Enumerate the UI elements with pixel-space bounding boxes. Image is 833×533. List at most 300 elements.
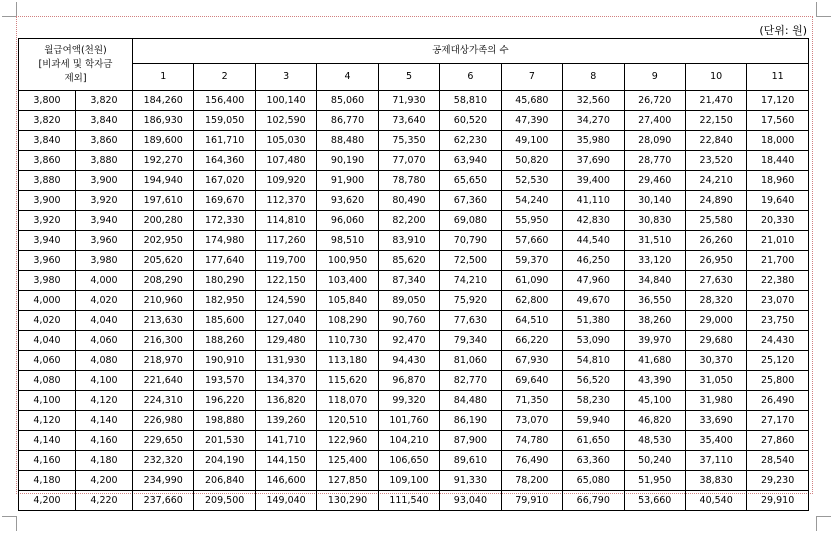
- tax-amount-cell: 23,520: [685, 151, 746, 171]
- tax-amount-cell: 62,800: [501, 291, 562, 311]
- tax-amount-cell: 38,260: [624, 311, 685, 331]
- salary-from-cell: 4,140: [19, 431, 76, 451]
- table-row: [19, 111, 809, 131]
- tax-amount-cell: 64,510: [501, 311, 562, 331]
- salary-from-cell: 4,160: [19, 451, 76, 471]
- table-row: [19, 171, 809, 191]
- tax-amount-cell: 25,800: [747, 371, 809, 391]
- tax-amount-cell: 17,120: [747, 91, 809, 111]
- tax-amount-cell: 92,470: [378, 331, 439, 351]
- tax-amount-cell: 37,110: [685, 451, 746, 471]
- tax-amount-cell: 114,810: [255, 211, 316, 231]
- tax-amount-cell: 83,910: [378, 231, 439, 251]
- tax-amount-cell: 73,640: [378, 111, 439, 131]
- tax-amount-cell: 24,890: [685, 191, 746, 211]
- tax-amount-cell: 39,970: [624, 331, 685, 351]
- salary-to-cell: 3,900: [76, 171, 133, 191]
- tax-amount-cell: 23,070: [747, 291, 809, 311]
- tax-amount-cell: 129,480: [255, 331, 316, 351]
- tax-amount-cell: 89,610: [440, 451, 501, 471]
- salary-from-cell: 4,100: [19, 391, 76, 411]
- tax-amount-cell: 164,360: [194, 151, 255, 171]
- salary-from-cell: 3,880: [19, 171, 76, 191]
- salary-range-header: [19, 39, 133, 91]
- salary-to-cell: 3,940: [76, 211, 133, 231]
- salary-to-cell: 3,840: [76, 111, 133, 131]
- tax-amount-cell: 63,940: [440, 151, 501, 171]
- tax-amount-cell: 82,200: [378, 211, 439, 231]
- tax-amount-cell: 218,970: [133, 351, 194, 371]
- tax-amount-cell: 205,620: [133, 251, 194, 271]
- tax-amount-cell: 232,320: [133, 451, 194, 471]
- tax-amount-cell: 66,220: [501, 331, 562, 351]
- tax-amount-cell: 58,810: [440, 91, 501, 111]
- tax-amount-cell: 184,260: [133, 91, 194, 111]
- tax-amount-cell: 28,770: [624, 151, 685, 171]
- table-row: [19, 211, 809, 231]
- tax-amount-cell: 105,030: [255, 131, 316, 151]
- tax-amount-cell: 47,390: [501, 111, 562, 131]
- tax-amount-cell: 131,930: [255, 351, 316, 371]
- tax-amount-cell: 33,690: [685, 411, 746, 431]
- crop-mark-top-left: [2, 2, 17, 17]
- table-row: [19, 331, 809, 351]
- tax-amount-cell: 146,600: [255, 471, 316, 491]
- table-row: [19, 371, 809, 391]
- tax-amount-cell: 76,490: [501, 451, 562, 471]
- tax-amount-cell: 149,040: [255, 491, 316, 511]
- tax-amount-cell: 63,360: [563, 451, 624, 471]
- tax-amount-cell: 18,000: [747, 131, 809, 151]
- family-count-header: 8: [563, 64, 624, 91]
- tax-amount-cell: 113,180: [317, 351, 378, 371]
- tax-amount-cell: 28,320: [685, 291, 746, 311]
- tax-amount-cell: 29,910: [747, 491, 809, 511]
- tax-amount-cell: 51,950: [624, 471, 685, 491]
- tax-amount-cell: 141,710: [255, 431, 316, 451]
- tax-amount-cell: 49,100: [501, 131, 562, 151]
- tax-amount-cell: 108,290: [317, 311, 378, 331]
- tax-amount-cell: 127,850: [317, 471, 378, 491]
- tax-amount-cell: 31,050: [685, 371, 746, 391]
- salary-header-line1: 월급여액(천원): [44, 44, 107, 56]
- tax-amount-cell: 50,820: [501, 151, 562, 171]
- tax-amount-cell: 96,060: [317, 211, 378, 231]
- tax-amount-cell: 31,980: [685, 391, 746, 411]
- tax-amount-cell: 98,510: [317, 231, 378, 251]
- tax-amount-cell: 84,480: [440, 391, 501, 411]
- tax-amount-cell: 53,090: [563, 331, 624, 351]
- salary-from-cell: 3,940: [19, 231, 76, 251]
- tax-amount-cell: 27,400: [624, 111, 685, 131]
- salary-to-cell: 4,000: [76, 271, 133, 291]
- tax-amount-cell: 96,870: [378, 371, 439, 391]
- tax-amount-cell: 22,150: [685, 111, 746, 131]
- tax-amount-cell: 79,340: [440, 331, 501, 351]
- tax-amount-cell: 86,770: [317, 111, 378, 131]
- unit-label: (단위: 원): [759, 24, 807, 37]
- tax-amount-cell: 169,670: [194, 191, 255, 211]
- table-row: [19, 251, 809, 271]
- tax-amount-cell: 78,200: [501, 471, 562, 491]
- tax-amount-cell: 189,600: [133, 131, 194, 151]
- tax-amount-cell: 48,530: [624, 431, 685, 451]
- tax-amount-cell: 118,070: [317, 391, 378, 411]
- salary-from-cell: 3,800: [19, 91, 76, 111]
- tax-amount-cell: 38,830: [685, 471, 746, 491]
- tax-amount-cell: 90,760: [378, 311, 439, 331]
- salary-from-cell: 3,840: [19, 131, 76, 151]
- tax-amount-cell: 29,460: [624, 171, 685, 191]
- tax-amount-cell: 36,550: [624, 291, 685, 311]
- tax-amount-cell: 122,150: [255, 271, 316, 291]
- salary-from-cell: 3,920: [19, 211, 76, 231]
- salary-from-cell: 3,960: [19, 251, 76, 271]
- tax-amount-cell: 75,350: [378, 131, 439, 151]
- tax-amount-cell: 40,540: [685, 491, 746, 511]
- tax-amount-cell: 31,510: [624, 231, 685, 251]
- tax-amount-cell: 85,060: [317, 91, 378, 111]
- tax-amount-cell: 88,480: [317, 131, 378, 151]
- tax-amount-cell: 156,400: [194, 91, 255, 111]
- tax-amount-cell: 99,320: [378, 391, 439, 411]
- crop-mark-bottom-right: [816, 516, 831, 531]
- salary-to-cell: 4,080: [76, 351, 133, 371]
- tax-amount-cell: 172,330: [194, 211, 255, 231]
- tax-amount-cell: 91,330: [440, 471, 501, 491]
- tax-amount-cell: 229,650: [133, 431, 194, 451]
- tax-amount-cell: 130,290: [317, 491, 378, 511]
- tax-amount-cell: 201,530: [194, 431, 255, 451]
- tax-amount-cell: 52,530: [501, 171, 562, 191]
- tax-amount-cell: 29,680: [685, 331, 746, 351]
- tax-amount-cell: 87,900: [440, 431, 501, 451]
- tax-amount-cell: 25,120: [747, 351, 809, 371]
- tax-amount-cell: 27,630: [685, 271, 746, 291]
- tax-amount-cell: 237,660: [133, 491, 194, 511]
- tax-amount-cell: 62,230: [440, 131, 501, 151]
- crop-mark-bottom-left: [2, 516, 17, 531]
- tax-amount-cell: 57,660: [501, 231, 562, 251]
- tax-amount-cell: 81,060: [440, 351, 501, 371]
- salary-from-cell: 3,860: [19, 151, 76, 171]
- tax-amount-cell: 100,140: [255, 91, 316, 111]
- table-row: [19, 231, 809, 251]
- tax-amount-cell: 213,630: [133, 311, 194, 331]
- tax-amount-cell: 49,670: [563, 291, 624, 311]
- tax-amount-cell: 93,620: [317, 191, 378, 211]
- tax-amount-cell: 94,430: [378, 351, 439, 371]
- table-row: [19, 91, 809, 111]
- tax-amount-cell: 117,260: [255, 231, 316, 251]
- salary-from-cell: 3,980: [19, 271, 76, 291]
- salary-from-cell: 4,180: [19, 471, 76, 491]
- tax-amount-cell: 210,960: [133, 291, 194, 311]
- tax-amount-cell: 54,810: [563, 351, 624, 371]
- tax-amount-cell: 59,940: [563, 411, 624, 431]
- tax-amount-cell: 19,640: [747, 191, 809, 211]
- salary-to-cell: 3,860: [76, 131, 133, 151]
- table-row: [19, 431, 809, 451]
- tax-amount-cell: 71,930: [378, 91, 439, 111]
- salary-to-cell: 4,060: [76, 331, 133, 351]
- tax-amount-cell: 110,730: [317, 331, 378, 351]
- tax-amount-cell: 206,840: [194, 471, 255, 491]
- tax-amount-cell: 159,050: [194, 111, 255, 131]
- tax-amount-cell: 216,300: [133, 331, 194, 351]
- salary-to-cell: 4,100: [76, 371, 133, 391]
- tax-amount-cell: 30,830: [624, 211, 685, 231]
- tax-amount-cell: 53,660: [624, 491, 685, 511]
- tax-amount-cell: 30,370: [685, 351, 746, 371]
- tax-amount-cell: 60,520: [440, 111, 501, 131]
- tax-amount-cell: 45,680: [501, 91, 562, 111]
- salary-to-cell: 3,880: [76, 151, 133, 171]
- tax-amount-cell: 91,900: [317, 171, 378, 191]
- tax-amount-cell: 21,470: [685, 91, 746, 111]
- salary-to-cell: 4,220: [76, 491, 133, 511]
- salary-from-cell: 3,820: [19, 111, 76, 131]
- family-count-header: 3: [255, 64, 316, 91]
- tax-amount-cell: 82,770: [440, 371, 501, 391]
- tax-amount-cell: 104,210: [378, 431, 439, 451]
- tax-amount-cell: 77,070: [378, 151, 439, 171]
- tax-amount-cell: 65,080: [563, 471, 624, 491]
- tax-amount-cell: 54,240: [501, 191, 562, 211]
- tax-amount-cell: 161,710: [194, 131, 255, 151]
- tax-amount-cell: 20,330: [747, 211, 809, 231]
- tax-amount-cell: 85,620: [378, 251, 439, 271]
- salary-from-cell: 3,900: [19, 191, 76, 211]
- tax-amount-cell: 198,880: [194, 411, 255, 431]
- family-count-header: 1: [133, 64, 194, 91]
- salary-from-cell: 4,000: [19, 291, 76, 311]
- tax-amount-cell: 194,940: [133, 171, 194, 191]
- tax-amount-cell: 26,950: [685, 251, 746, 271]
- tax-amount-cell: 29,000: [685, 311, 746, 331]
- salary-to-cell: 4,140: [76, 411, 133, 431]
- tax-amount-cell: 89,050: [378, 291, 439, 311]
- salary-header-line3: 제외]: [64, 72, 87, 84]
- tax-amount-cell: 46,820: [624, 411, 685, 431]
- tax-amount-cell: 51,380: [563, 311, 624, 331]
- tax-amount-cell: 100,950: [317, 251, 378, 271]
- salary-to-cell: 4,020: [76, 291, 133, 311]
- tax-amount-cell: 61,650: [563, 431, 624, 451]
- tax-amount-cell: 105,840: [317, 291, 378, 311]
- family-count-header: 11: [747, 64, 809, 91]
- tax-amount-cell: 46,250: [563, 251, 624, 271]
- tax-amount-cell: 66,790: [563, 491, 624, 511]
- tax-amount-cell: 73,070: [501, 411, 562, 431]
- tax-amount-cell: 127,040: [255, 311, 316, 331]
- tax-amount-cell: 101,760: [378, 411, 439, 431]
- tax-amount-cell: 18,440: [747, 151, 809, 171]
- salary-from-cell: 4,080: [19, 371, 76, 391]
- tax-amount-cell: 111,540: [378, 491, 439, 511]
- tax-amount-cell: 34,270: [563, 111, 624, 131]
- tax-amount-cell: 221,640: [133, 371, 194, 391]
- tax-amount-cell: 177,640: [194, 251, 255, 271]
- table-row: [19, 491, 809, 511]
- tax-amount-cell: 192,270: [133, 151, 194, 171]
- salary-to-cell: 4,040: [76, 311, 133, 331]
- salary-to-cell: 3,980: [76, 251, 133, 271]
- tax-amount-cell: 119,700: [255, 251, 316, 271]
- tax-amount-cell: 87,340: [378, 271, 439, 291]
- family-count-header-row: [19, 64, 809, 91]
- salary-from-cell: 4,040: [19, 331, 76, 351]
- crop-mark-top-right: [816, 2, 831, 17]
- tax-amount-cell: 24,210: [685, 171, 746, 191]
- tax-amount-cell: 107,480: [255, 151, 316, 171]
- salary-to-cell: 4,120: [76, 391, 133, 411]
- tax-amount-cell: 196,220: [194, 391, 255, 411]
- tax-amount-cell: 56,520: [563, 371, 624, 391]
- tax-amount-cell: 103,400: [317, 271, 378, 291]
- tax-amount-cell: 34,840: [624, 271, 685, 291]
- tax-amount-cell: 26,720: [624, 91, 685, 111]
- tax-amount-cell: 35,980: [563, 131, 624, 151]
- tax-amount-cell: 167,020: [194, 171, 255, 191]
- family-count-group-header: 공제대상가족의 수: [133, 39, 809, 64]
- tax-amount-cell: 41,110: [563, 191, 624, 211]
- tax-amount-cell: 28,090: [624, 131, 685, 151]
- salary-from-cell: 4,020: [19, 311, 76, 331]
- salary-to-cell: 3,920: [76, 191, 133, 211]
- tax-amount-cell: 33,120: [624, 251, 685, 271]
- tax-amount-cell: 78,780: [378, 171, 439, 191]
- tax-amount-cell: 43,390: [624, 371, 685, 391]
- tax-amount-cell: 185,600: [194, 311, 255, 331]
- table-row: [19, 191, 809, 211]
- tax-amount-cell: 21,700: [747, 251, 809, 271]
- tax-amount-cell: 72,500: [440, 251, 501, 271]
- tax-amount-cell: 75,920: [440, 291, 501, 311]
- salary-header-line2: [비과세 및 학자금: [38, 58, 113, 70]
- tax-amount-cell: 112,370: [255, 191, 316, 211]
- tax-amount-cell: 27,170: [747, 411, 809, 431]
- salary-from-cell: 4,060: [19, 351, 76, 371]
- tax-amount-cell: 115,620: [317, 371, 378, 391]
- family-count-header: 9: [624, 64, 685, 91]
- tax-amount-cell: 182,950: [194, 291, 255, 311]
- family-count-header: 4: [317, 64, 378, 91]
- tax-amount-cell: 26,260: [685, 231, 746, 251]
- tax-amount-cell: 77,630: [440, 311, 501, 331]
- tax-amount-cell: 136,820: [255, 391, 316, 411]
- tax-amount-cell: 202,950: [133, 231, 194, 251]
- family-count-header: 6: [440, 64, 501, 91]
- tax-amount-cell: 197,610: [133, 191, 194, 211]
- tax-amount-cell: 27,860: [747, 431, 809, 451]
- tax-amount-cell: 32,560: [563, 91, 624, 111]
- tax-amount-cell: 39,400: [563, 171, 624, 191]
- tax-amount-cell: 45,100: [624, 391, 685, 411]
- tax-amount-cell: 134,370: [255, 371, 316, 391]
- tax-amount-cell: 204,190: [194, 451, 255, 471]
- tax-amount-cell: 22,380: [747, 271, 809, 291]
- tax-amount-cell: 174,980: [194, 231, 255, 251]
- tax-amount-cell: 26,490: [747, 391, 809, 411]
- tax-amount-cell: 21,010: [747, 231, 809, 251]
- salary-to-cell: 4,180: [76, 451, 133, 471]
- table-row: [19, 311, 809, 331]
- tax-amount-cell: 186,930: [133, 111, 194, 131]
- tax-amount-cell: 93,040: [440, 491, 501, 511]
- table-row: [19, 351, 809, 371]
- tax-amount-cell: 22,840: [685, 131, 746, 151]
- salary-to-cell: 4,160: [76, 431, 133, 451]
- tax-amount-cell: 18,960: [747, 171, 809, 191]
- salary-to-cell: 3,820: [76, 91, 133, 111]
- tax-amount-cell: 226,980: [133, 411, 194, 431]
- table-row: [19, 451, 809, 471]
- tax-amount-cell: 234,990: [133, 471, 194, 491]
- tax-amount-cell: 70,790: [440, 231, 501, 251]
- tax-amount-cell: 125,400: [317, 451, 378, 471]
- tax-amount-cell: 29,230: [747, 471, 809, 491]
- tax-amount-cell: 80,490: [378, 191, 439, 211]
- tax-amount-cell: 61,090: [501, 271, 562, 291]
- salary-to-cell: 3,960: [76, 231, 133, 251]
- tax-amount-cell: 208,290: [133, 271, 194, 291]
- tax-amount-cell: 55,950: [501, 211, 562, 231]
- tax-amount-cell: 28,540: [747, 451, 809, 471]
- tax-amount-cell: 25,580: [685, 211, 746, 231]
- tax-amount-cell: 90,190: [317, 151, 378, 171]
- tax-amount-cell: 74,210: [440, 271, 501, 291]
- tax-amount-cell: 86,190: [440, 411, 501, 431]
- tax-amount-cell: 59,370: [501, 251, 562, 271]
- tax-amount-cell: 65,650: [440, 171, 501, 191]
- tax-amount-cell: 41,680: [624, 351, 685, 371]
- tax-amount-cell: 58,230: [563, 391, 624, 411]
- salary-from-cell: 4,200: [19, 491, 76, 511]
- tax-amount-cell: 37,690: [563, 151, 624, 171]
- tax-amount-cell: 102,590: [255, 111, 316, 131]
- table-row: [19, 131, 809, 151]
- tax-amount-cell: 124,590: [255, 291, 316, 311]
- table-row: [19, 291, 809, 311]
- salary-to-cell: 4,200: [76, 471, 133, 491]
- tax-amount-cell: 193,570: [194, 371, 255, 391]
- tax-amount-cell: 42,830: [563, 211, 624, 231]
- table-row: [19, 411, 809, 431]
- tax-amount-cell: 47,960: [563, 271, 624, 291]
- tax-amount-cell: 139,260: [255, 411, 316, 431]
- tax-amount-cell: 69,080: [440, 211, 501, 231]
- tax-amount-cell: 71,350: [501, 391, 562, 411]
- tax-amount-cell: 24,430: [747, 331, 809, 351]
- tax-amount-cell: 180,290: [194, 271, 255, 291]
- tax-amount-cell: 106,650: [378, 451, 439, 471]
- table-row: [19, 471, 809, 491]
- withholding-tax-table: [18, 38, 809, 511]
- tax-amount-cell: 190,910: [194, 351, 255, 371]
- tax-amount-cell: 79,910: [501, 491, 562, 511]
- tax-amount-cell: 44,540: [563, 231, 624, 251]
- tax-amount-cell: 69,640: [501, 371, 562, 391]
- tax-amount-cell: 144,150: [255, 451, 316, 471]
- tax-amount-cell: 67,930: [501, 351, 562, 371]
- tax-amount-cell: 209,500: [194, 491, 255, 511]
- tax-amount-cell: 35,400: [685, 431, 746, 451]
- salary-from-cell: 4,120: [19, 411, 76, 431]
- tax-amount-cell: 122,960: [317, 431, 378, 451]
- tax-amount-cell: 109,100: [378, 471, 439, 491]
- tax-amount-cell: 74,780: [501, 431, 562, 451]
